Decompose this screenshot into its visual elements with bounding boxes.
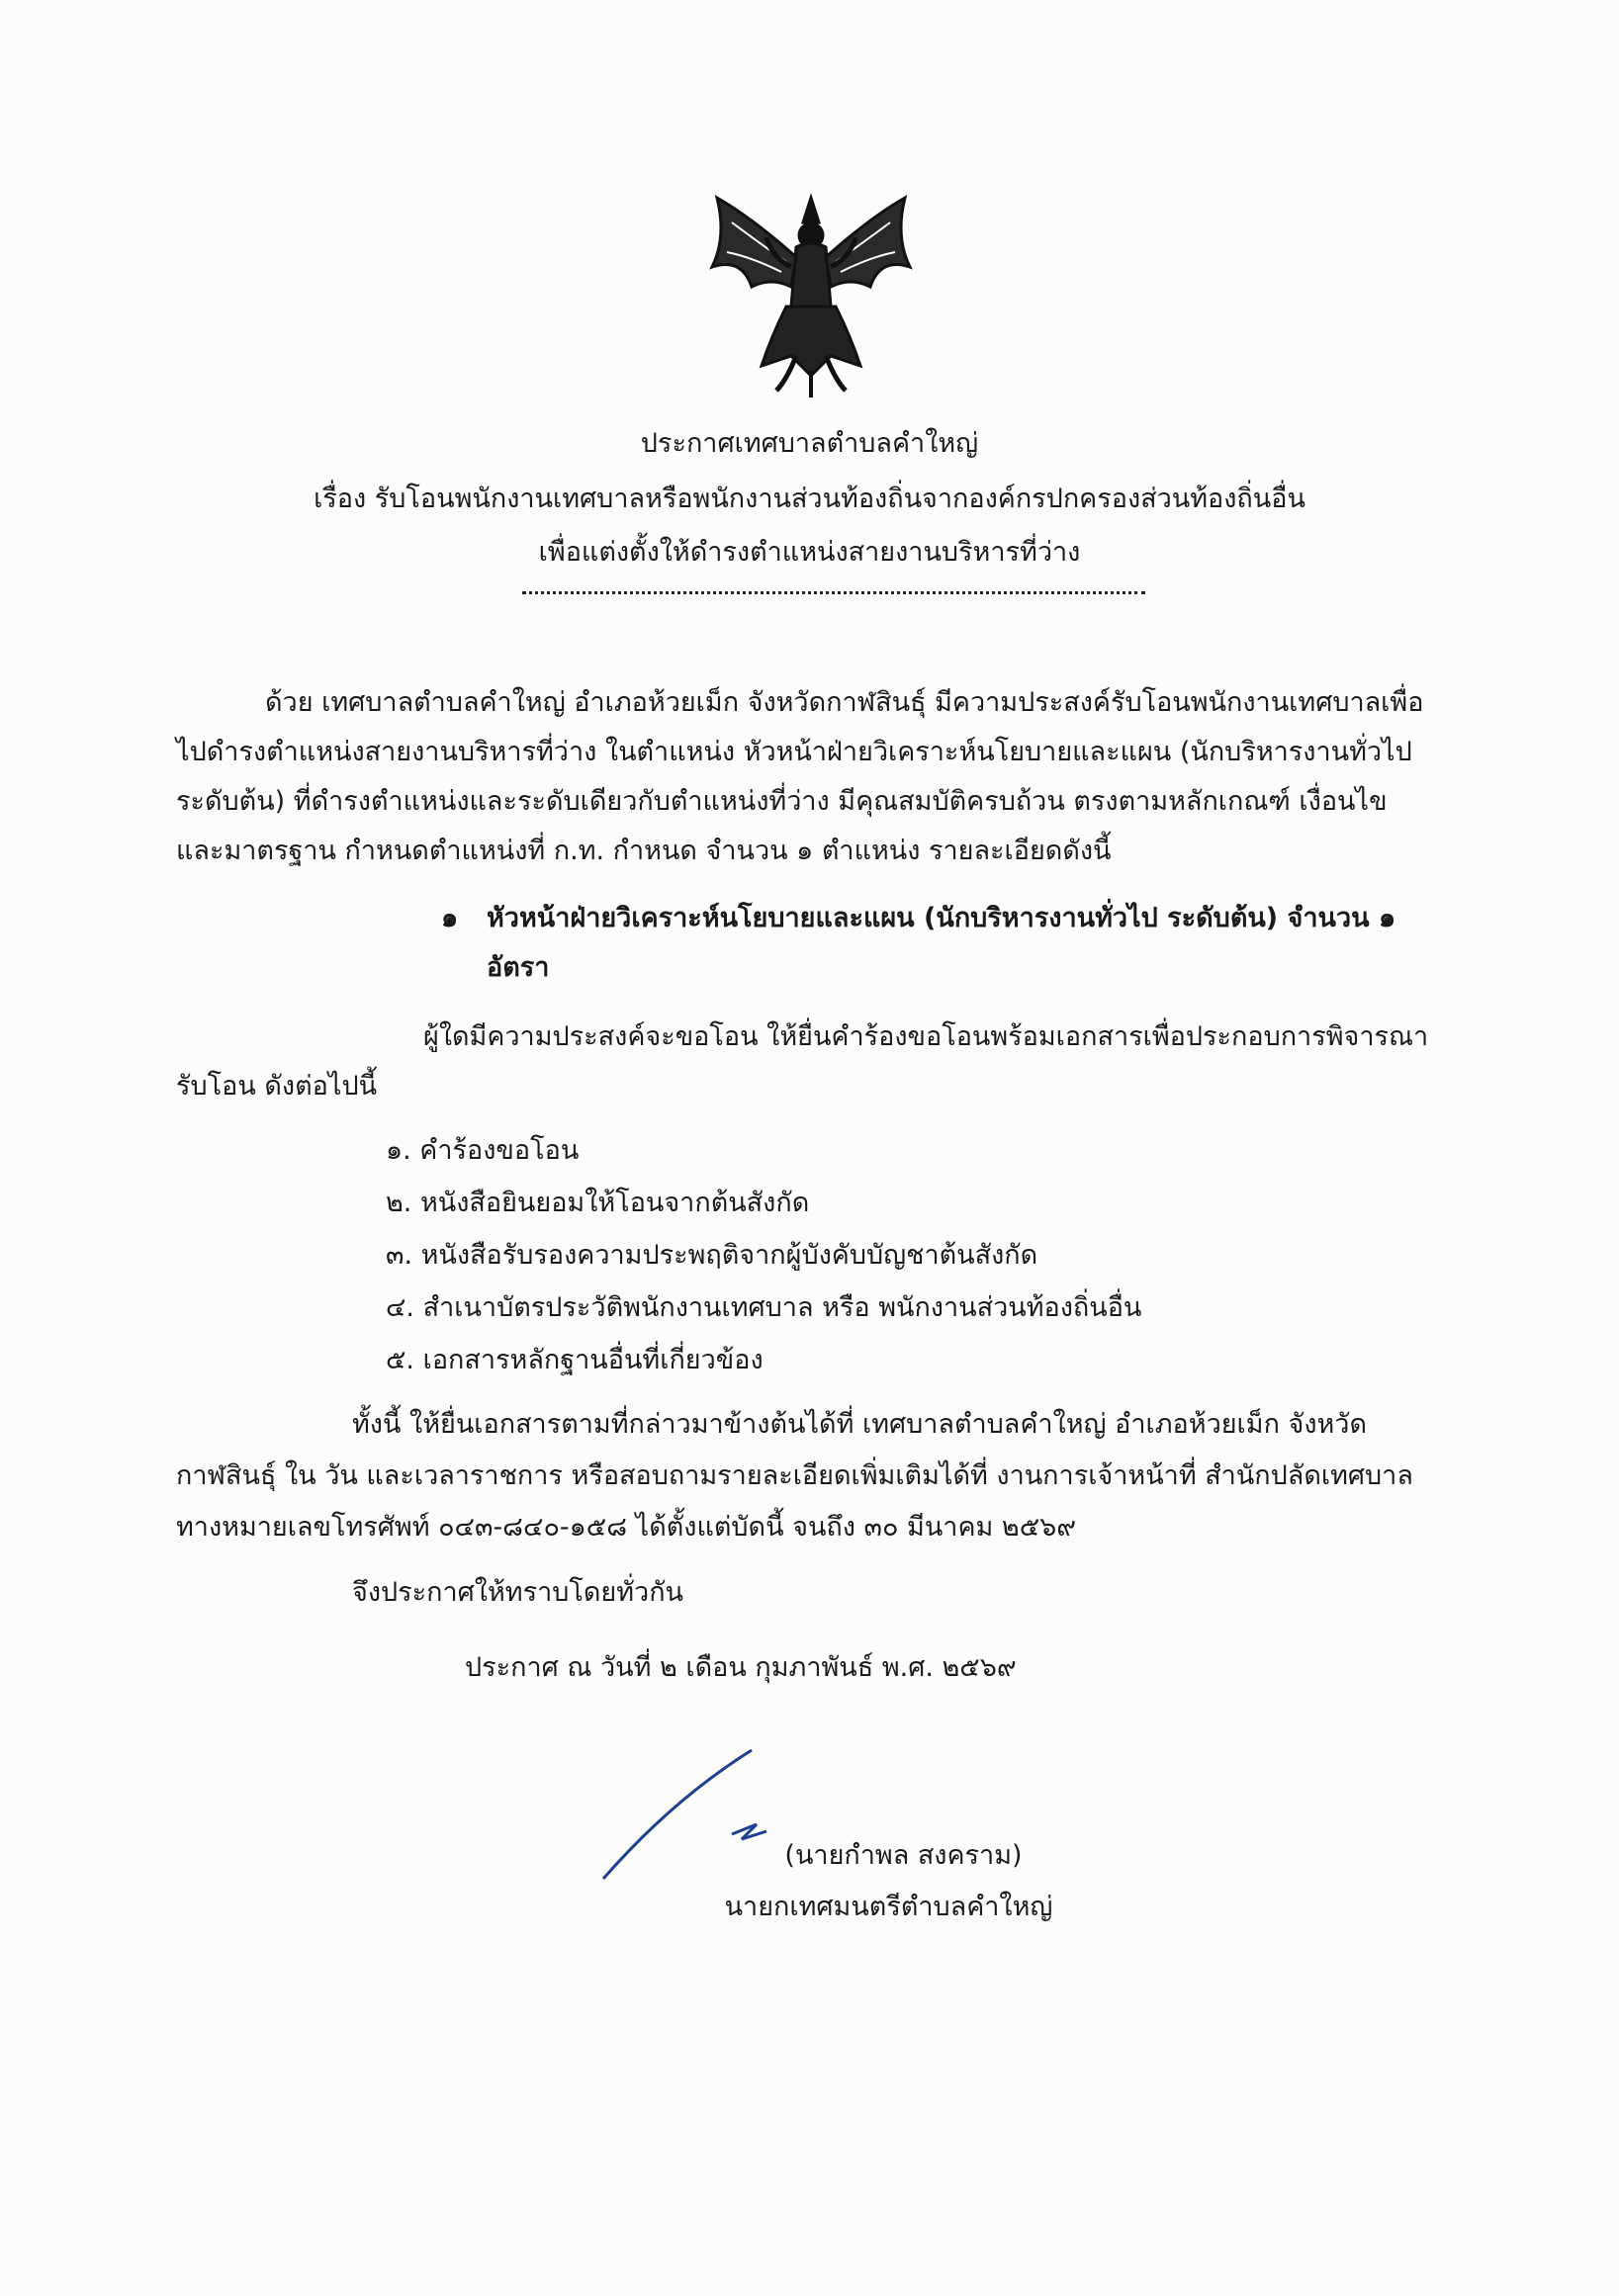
submission-line-1: ทั้งนี้ ให้ยื่นเอกสารตามที่กล่าวมาข้างต้นได้ที่ เทศบาลตำบลคำใหญ่ อำเภอห้วยเม็ก จังหวัด (352, 1409, 1367, 1440)
submission-line-2: กาฬสินธุ์ ใน วัน และเวลาราชการ หรือสอบถามรายละเอียดเพิ่มเติมได้ที่ งานการเจ้าหน้าที่ สำนักปลัดเทศบาล (176, 1460, 1413, 1491)
document-item: ๓. หนังสือรับรองความประพฤติจากผู้บังคับบัญชาต้นสังกัด (386, 1240, 1038, 1271)
document-item: ๕. เอกสารหลักฐานอื่นที่เกี่ยวข้อง (386, 1345, 764, 1375)
intro-line-2: ไปดำรงตำแหน่งสายงานบริหารที่ว่าง ในตำแหน่ง หัวหน้าฝ่ายวิเคราะห์นโยบายและแผน (นักบริหารงานทั่วไป (176, 737, 1412, 767)
subject-line-1: เรื่อง รับโอนพนักงานเทศบาลหรือพนักงานส่วนท้องถิ่นจากองค์กรปกครองส่วนท้องถิ่นอื่น (314, 484, 1305, 514)
apply-line-2: รับโอน ดังต่อไปนี้ (176, 1071, 378, 1102)
signer-title: นายกเทศมนตรีตำบลคำใหญ่ (724, 1892, 1053, 1922)
intro-line-3: ระดับต้น) ที่ดำรงตำแหน่งและระดับเดียวกับตำแหน่งที่ว่าง มีคุณสมบัติครบถ้วน ตรงตามหลักเกณฑ์ เงื่อนไข (176, 786, 1388, 817)
intro-line-4: และมาตรฐาน กำหนดตำแหน่งที่ ก.ท. กำหนด จำนวน ๑ ตำแหน่ง รายละเอียดดังนี้ (176, 836, 1112, 866)
announce-date: ประกาศ ณ วันที่ ๒ เดือน กุมภาพันธ์ พ.ศ. ๒๕๖๙ (465, 1652, 1017, 1683)
position-line-1: หัวหน้าฝ่ายวิเคราะห์นโยบายและแผน (นักบริหารงานทั่วไป ระดับต้น) จำนวน ๑ (487, 903, 1396, 933)
position-line-2: อัตรา (487, 952, 550, 983)
apply-line-1: ผู้ใดมีความประสงค์จะขอโอน ให้ยื่นคำร้องขอโอนพร้อมเอกสารเพื่อประกอบการพิจารณา (423, 1021, 1429, 1052)
submission-line-3: ทางหมายเลขโทรศัพท์ ๐๔๓-๘๔๐-๑๕๘ ได้ตั้งแต่บัดนี้ จนถึง ๓๐ มีนาคม ๒๕๖๙ (176, 1512, 1077, 1543)
document-item: ๒. หนังสือยินยอมให้โอนจากต้นสังกัด (386, 1188, 810, 1218)
announcement-title: ประกาศเทศบาลตำบลคำใหญ่ (640, 428, 979, 459)
signer-name: (นายกำพล สงคราม) (784, 1840, 1023, 1871)
subject-line-2: เพื่อแต่งตั้งให้ดำรงตำแหน่งสายงานบริหารที่ว่าง (538, 537, 1081, 568)
closing-line: จึงประกาศให้ทราบโดยทั่วกัน (352, 1577, 683, 1608)
intro-line-1: ด้วย เทศบาลตำบลคำใหญ่ อำเภอห้วยเม็ก จังหวัดกาฬสินธุ์ มีความประสงค์รับโอนพนักงานเทศบาลเพื่อ (265, 687, 1424, 718)
position-number: ๑ (441, 903, 459, 933)
document-item: ๑. คำร้องขอโอน (386, 1135, 580, 1166)
garuda-emblem-icon (692, 178, 930, 405)
document-item: ๔. สำเนาบัตรประวัติพนักงานเทศบาล หรือ พนักงานส่วนท้องถิ่นอื่น (386, 1292, 1142, 1323)
title-divider (522, 591, 1145, 594)
